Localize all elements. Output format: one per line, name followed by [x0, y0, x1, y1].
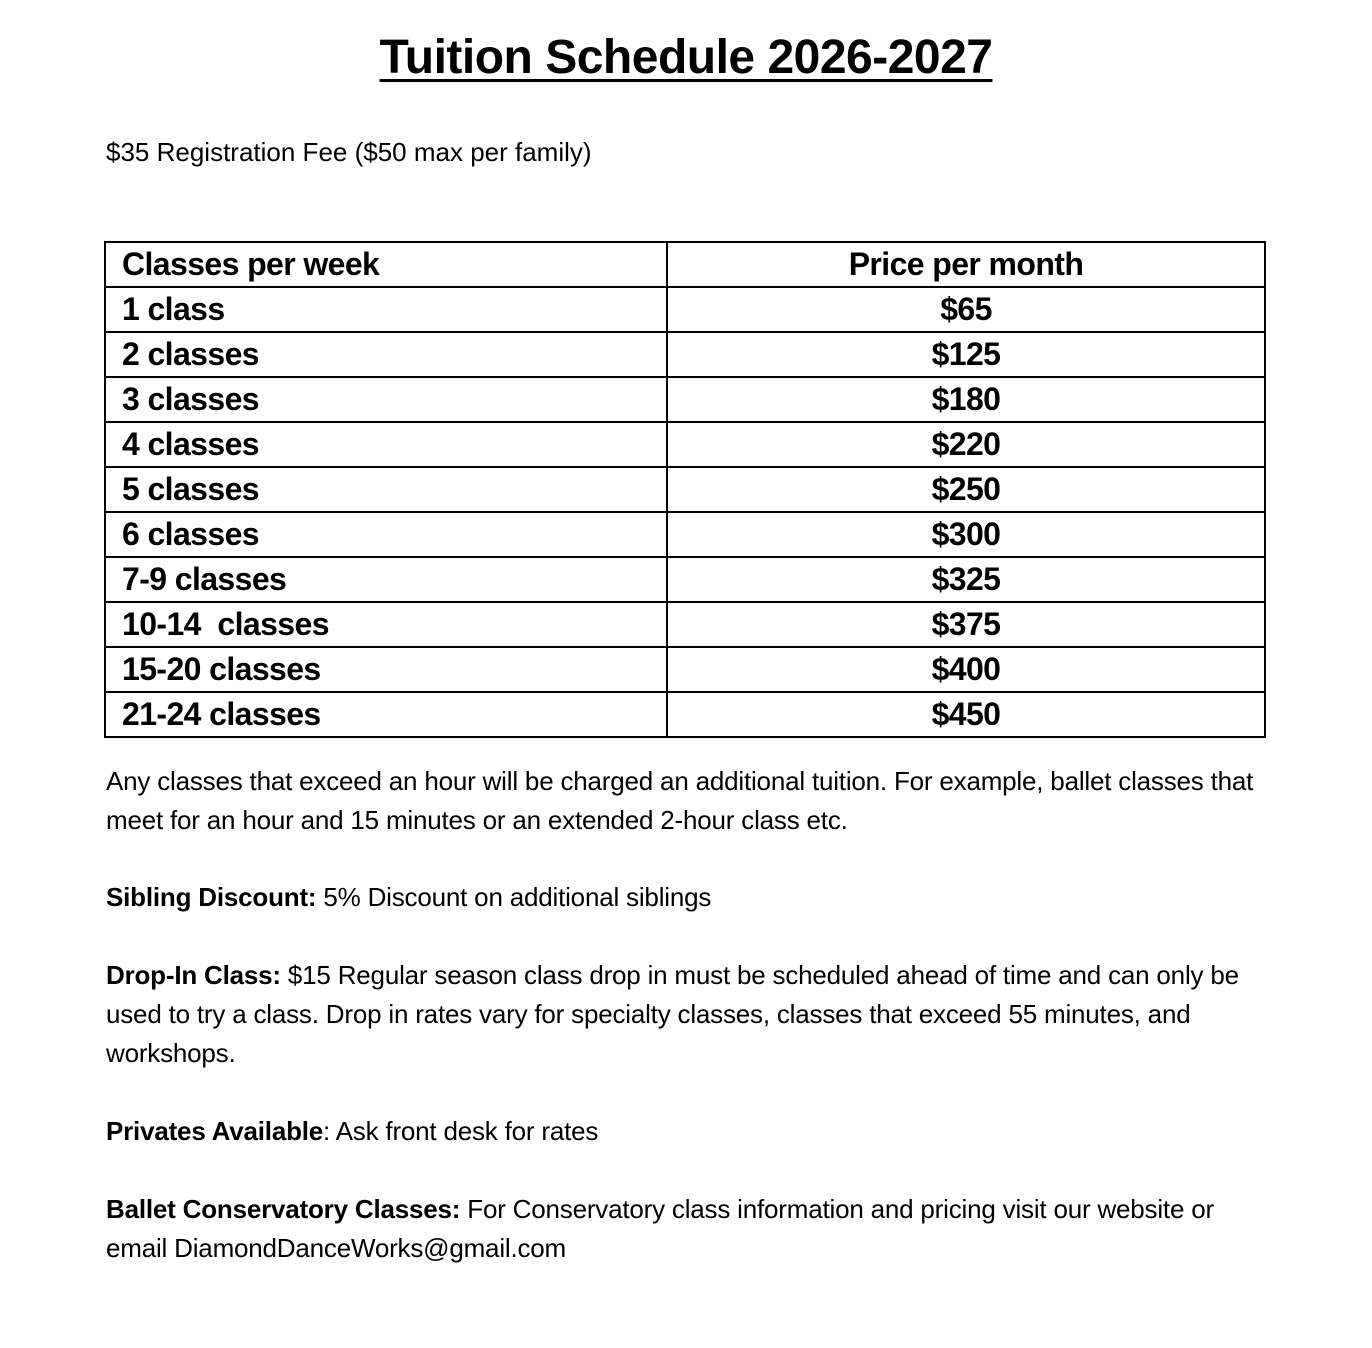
header-classes-per-week: Classes per week	[105, 242, 667, 287]
price-cell: $180	[667, 377, 1265, 422]
page-title: Tuition Schedule 2026-2027	[379, 31, 993, 84]
classes-cell: 4 classes	[105, 422, 667, 467]
drop-in-paragraph	[106, 956, 1266, 1073]
drop-in-text: $15 Regular season class drop in must be scheduled ahead of time and can only be used to try a class. Drop in rates vary for specialty classes, classes that exceed 55 minutes, and workshops.	[106, 960, 1239, 1068]
price-cell: $220	[667, 422, 1265, 467]
table-row	[105, 287, 1265, 332]
header-price-per-month: Price per month	[667, 242, 1265, 287]
price-cell: $125	[667, 332, 1265, 377]
table-row	[105, 377, 1265, 422]
conservatory-label: Ballet Conservatory Classes:	[106, 1194, 461, 1224]
extra-tuition-note: Any classes that exceed an hour will be charged an additional tuition. For example, ballet classes that meet for an hour and 15 minutes or an extended 2-hour class etc.	[106, 766, 1254, 835]
conservatory-paragraph	[106, 1190, 1266, 1268]
drop-in-label: Drop-In Class:	[106, 960, 281, 990]
privates-paragraph	[106, 1112, 1266, 1151]
price-cell: $250	[667, 467, 1265, 512]
table-header-row	[105, 242, 1265, 287]
price-cell: $65	[667, 287, 1265, 332]
sibling-discount-paragraph	[106, 878, 1266, 917]
classes-cell: 5 classes	[105, 467, 667, 512]
classes-cell: 6 classes	[105, 512, 667, 557]
registration-fee-text: $35 Registration Fee ($50 max per family)	[106, 137, 592, 167]
price-cell: $375	[667, 602, 1265, 647]
classes-cell: 21-24 classes	[105, 692, 667, 737]
table-row	[105, 332, 1265, 377]
price-cell: $450	[667, 692, 1265, 737]
table-row	[105, 512, 1265, 557]
classes-cell: 2 classes	[105, 332, 667, 377]
classes-cell: 1 class	[105, 287, 667, 332]
table-row	[105, 557, 1265, 602]
table-row	[105, 647, 1265, 692]
table-row	[105, 692, 1265, 737]
privates-label: Privates Available	[106, 1116, 324, 1146]
tuition-table	[104, 241, 1266, 738]
classes-cell: 7-9 classes	[105, 557, 667, 602]
table-row	[105, 467, 1265, 512]
sibling-discount-text: 5% Discount on additional siblings	[316, 882, 712, 912]
price-cell: $400	[667, 647, 1265, 692]
classes-cell: 3 classes	[105, 377, 667, 422]
table-row	[105, 422, 1265, 467]
sibling-discount-label: Sibling Discount:	[106, 882, 317, 912]
conservatory-text: For Conservatory class information and pricing visit our website or email DiamondDanceWorks@gmail.com	[106, 1194, 1214, 1263]
price-cell: $325	[667, 557, 1265, 602]
classes-cell: 15-20 classes	[105, 647, 667, 692]
privates-text: : Ask front desk for rates	[323, 1116, 599, 1146]
table-row	[105, 602, 1265, 647]
price-cell: $300	[667, 512, 1265, 557]
classes-cell: 10-14 classes	[105, 602, 667, 647]
